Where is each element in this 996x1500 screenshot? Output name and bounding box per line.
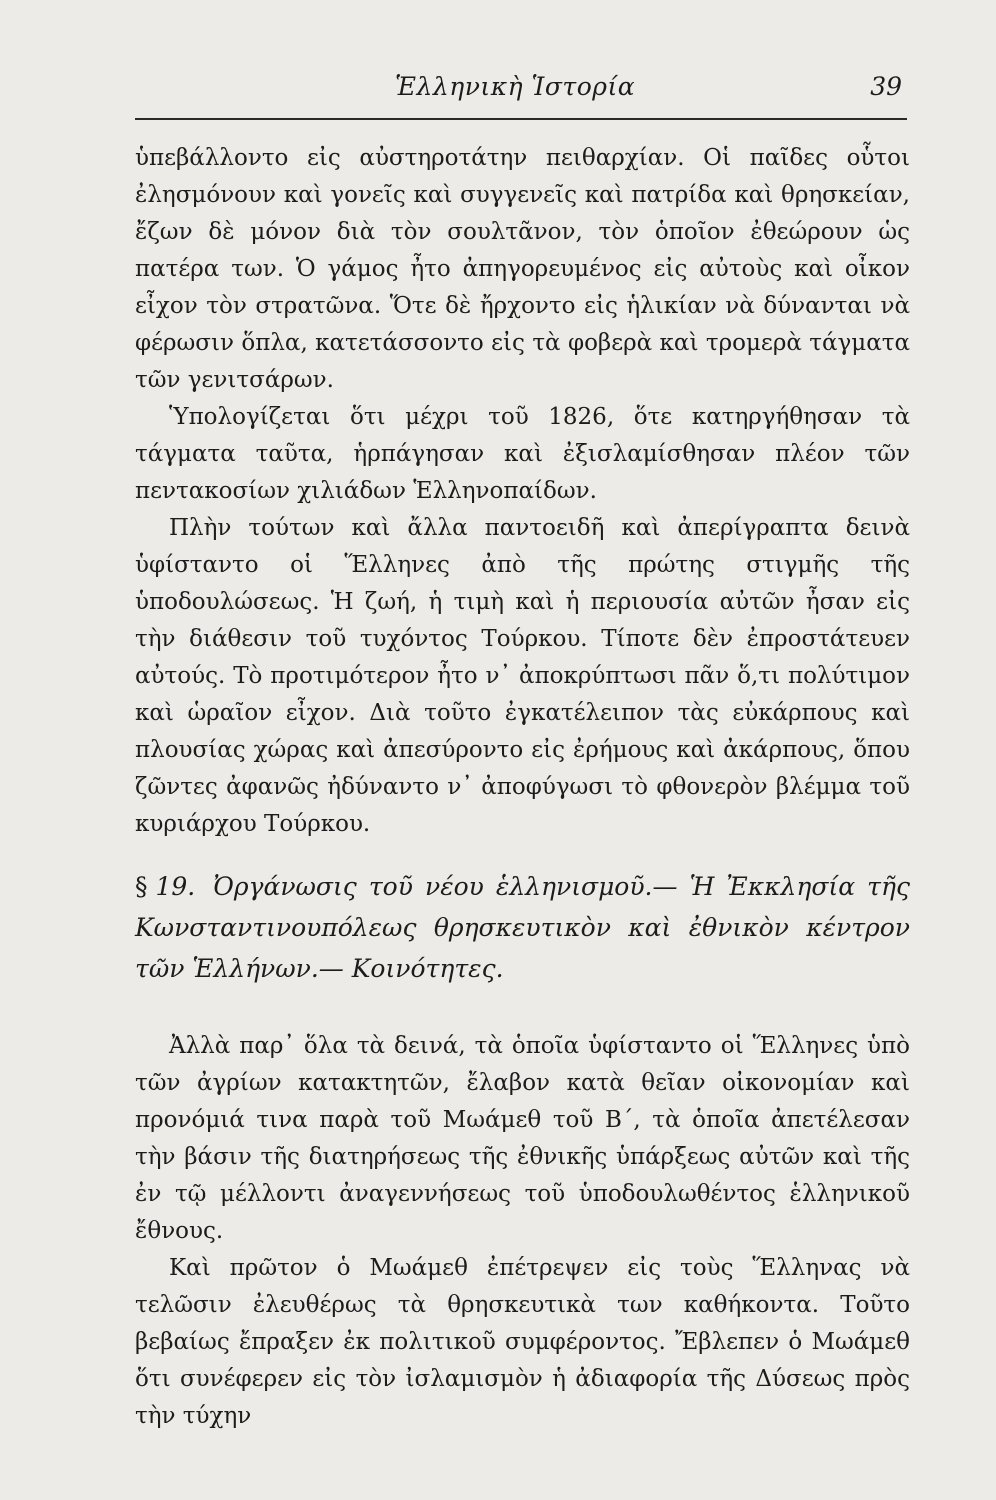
- section-heading: [135, 866, 910, 989]
- paragraph: Πλὴν τούτων καὶ ἄλλα παντοειδῆ καὶ ἀπερίγραπτα δεινὰ ὑφίσταντο οἱ Ἕλληνες ἀπὸ τῆς πρώτης στιγμῆς τῆς ὑποδουλώσεως. Ἡ ζωή, ἡ τιμὴ καὶ ἡ περιουσία αὐτῶν ἦσαν εἰς τὴν διάθεσιν τοῦ τυχόντος Τούρκου. Τίποτε δὲν ἐπροστάτευεν αὐτούς. Τὸ προτιμότερον ἦτο ν᾽ ἀποκρύπτωσι πᾶν ὅ,τι πολύτιμον καὶ ὡραῖον εἶχον. Διὰ τοῦτο ἐγκατέλειπον τὰς εὐκάρπους καὶ πλουσίας χώρας καὶ ἀπεσύροντο εἰς ἐρήμους καὶ ἀκάρπους, ὅπου ζῶντες ἀφανῶς ἠδύναντο ν᾽ ἀποφύγωσι τὸ φθονερὸν βλέμμα τοῦ κυριάρχου Τούρκου.: [135, 515, 910, 837]
- page-number: 39: [870, 72, 902, 101]
- paragraph: Καὶ πρῶτον ὁ Μωάμεθ ἐπέτρεψεν εἰς τοὺς Ἕλληνας νὰ τελῶσιν ἐλευθέρως τὰ θρησκευτικὰ των καθήκοντα. Τοῦτο βεβαίως ἔπραξεν ἐκ πολιτικοῦ συμφέροντος. Ἔβλεπεν ὁ Μωάμεθ ὅτι συνέφερεν εἰς τὸν ἰσλαμισμὸν ἡ ἀδιαφορία τῆς Δύσεως πρὸς τὴν τύχην: [135, 1255, 910, 1429]
- section-body-text: [135, 1028, 910, 1435]
- paragraph: Ἀλλὰ παρ᾽ ὅλα τὰ δεινά, τὰ ὁποῖα ὑφίσταντο οἱ Ἕλληνες ὑπὸ τῶν ἀγρίων κατακτητῶν, ἔλαβον κατὰ θεῖαν οἰκονομίαν καὶ προνόμιά τινα παρὰ τοῦ Μωάμεθ τοῦ Β΄, τὰ ὁποῖα ἀπετέλεσαν τὴν βάσιν τῆς διατηρήσεως τῆς ἐθνικῆς ὑπάρξεως αὐτῶν καὶ τῆς ἐν τῷ μέλλοντι ἀναγεννήσεως τοῦ ὑποδουλωθέντος ἑλληνικοῦ ἔθνους.: [135, 1033, 910, 1244]
- section-mark: §: [135, 872, 148, 901]
- section-number: 19.: [155, 872, 196, 901]
- section-title: Ὀργάνωσις τοῦ νέου ἑλληνισμοῦ.— Ἡ Ἐκκλησία τῆς Κωνσταντινουπόλεως θρησκευτικὸν καὶ ἐθνικὸν κέντρον τῶν Ἑλλήνων.— Κοινότητες.: [135, 872, 910, 983]
- header-rule: [135, 118, 907, 120]
- body-text: [135, 140, 910, 843]
- running-title: Ἑλληνικὴ Ἱστορία: [395, 72, 636, 101]
- paragraph: ὑπεβάλλοντο εἰς αὐστηροτάτην πειθαρχίαν. Οἱ παῖδες οὗτοι ἐλησμόνουν καὶ γονεῖς καὶ συγγενεῖς καὶ πατρίδα καὶ θρησκείαν, ἔζων δὲ μόνον διὰ τὸν σουλτᾶνον, τὸν ὁποῖον ἐθεώρουν ὡς πατέρα των. Ὁ γάμος ἦτο ἀπηγορευμένος εἰς αὐτοὺς καὶ οἶκον εἶχον τὸν στρατῶνα. Ὅτε δὲ ἤρχοντο εἰς ἡλικίαν νὰ δύνανται νὰ φέρωσιν ὅπλα, κατετάσσοντο εἰς τὰ φοβερὰ καὶ τρομερὰ τάγματα τῶν γενιτσάρων.: [135, 145, 910, 393]
- running-head: [135, 70, 910, 110]
- paragraph: Ὑπολογίζεται ὅτι μέχρι τοῦ 1826, ὅτε κατηργήθησαν τὰ τάγματα ταῦτα, ἡρπάγησαν καὶ ἐξισλαμίσθησαν πλέον τῶν πεντακοσίων χιλιάδων Ἑλληνοπαίδων.: [135, 404, 910, 504]
